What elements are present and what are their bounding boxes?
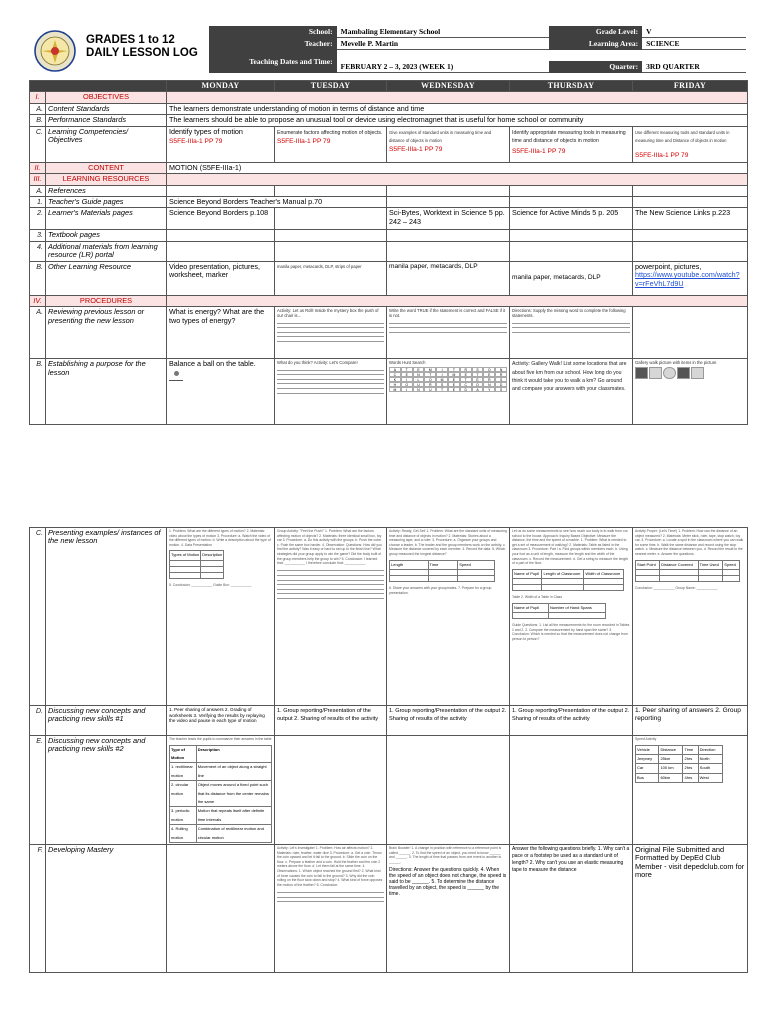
section-content: II. CONTENT MOTION (S5FE-IIIa-1): [30, 162, 748, 173]
competency-monday: Identify types of motion S5FE-IIIa-1 PP 79: [167, 126, 275, 162]
present-monday: 1. Problem: What are the different types of motion? 2. Materials: video about the types of motion 3. Procedure: a. Watch the video of the different types of motion. b. Write a description about the type of motion. 4. Data Presentation Types of Motion Description 5. Conclusion: ___________ Guide Box: ___________: [167, 528, 275, 706]
purpose-wednesday: Words Hunt Search A T E M I T R S O N C E N T I M E T E R K I L O M E T E R S H O U R S E C O N D M I N U T E D A Y S: [387, 359, 510, 425]
grade-label: Grade Level:: [549, 26, 642, 38]
header-info-table: [209, 26, 746, 73]
word-search-grid: A T E M I T R S O N C E N T I M E T E R K I L O M E T E R S H O U R S E C O N D M I N U T E D A Y S: [389, 367, 507, 392]
area-label: Learning Area:: [549, 38, 642, 50]
discuss1-monday: 1. Peer sharing of answers 2. Grading of worksheets 3. Verifying the results by replaying the video and pause in each type of motion: [167, 706, 275, 736]
discuss1-thursday: 1. Group reporting/Presentation of the output 2. Sharing of results of the activity: [510, 706, 633, 736]
row-lr-portal: 4. Additional materials from learning resource (LR) portal: [30, 241, 748, 261]
lm-monday: Science Beyond Borders p.108: [167, 208, 275, 230]
content-text: MOTION (S5FE-IIIa-1): [167, 162, 748, 173]
discuss1-wednesday: 1. Group reporting/Presentation of the output 2. Sharing of results of the activity: [387, 706, 510, 736]
day-monday: MONDAY: [167, 81, 275, 92]
review-tuesday: Activity: Let us Roll! Inside the mystery box the push of our chair is...: [275, 307, 387, 359]
day-header-row: [30, 81, 748, 92]
row-learners-materials: 2. Learner's Materials pages Science Beyond Borders p.108 Sci-Bytes, Worktext in Science 5 pp. 242 – 243 Science for Active Minds 5 p. 205 The New Science Links p.223: [30, 208, 748, 230]
competency-wednesday: Give examples of standard units in measuring time and distance of objects in motion S5FE-IIIa-1 PP 79: [387, 126, 510, 162]
school-value: Mambaling Elementary School: [337, 26, 550, 38]
deped-seal-icon: [34, 30, 76, 72]
lm-wednesday: Sci-Bytes, Worktext in Science 5 pp. 242 – 243: [387, 208, 510, 230]
competency-friday: Use different measuring tools and standard units in measuring time and Distance of objects in motion S5FE-IIIa-1 PP 79: [633, 126, 748, 162]
lesson-log-table-bottom: [29, 527, 748, 973]
discuss1-friday: 1. Peer sharing of answers 2. Group reporting: [633, 706, 748, 736]
section-objectives: I. OBJECTIVES: [30, 92, 748, 103]
dates-value: FEBRUARY 2 – 3, 2023 (WEEK 1): [337, 50, 550, 73]
mastery-friday: Original File Submitted and Formatted by DepEd Club Member - visit depedclub.com for more: [633, 845, 748, 973]
quarter-value: 3RD QUARTER: [642, 61, 746, 73]
teachers-guide-text: Science Beyond Borders Teacher's Manual p.70: [167, 197, 387, 208]
school-label: School:: [209, 26, 337, 38]
competency-thursday: Identify appropriate measuring tools in measuring time and distance of objects in motion S5FE-IIIa-1 PP 79: [510, 126, 633, 162]
row-review: A. Reviewing previous lesson or presenting the new lesson What is energy? What are the two types of energy? Activity: Let us Roll! Inside the mystery box the push of our chair is... Write the word TRUE if the statement is correct and FALSE if it is not. Directions: Supply the missing word to complete the following statements.: [30, 307, 748, 359]
section-procedures: IV. PROCEDURES: [30, 295, 748, 306]
review-thursday: Directions: Supply the missing word to complete the following statements.: [510, 307, 633, 359]
ruler-picture-icon: [649, 367, 662, 379]
row-presenting: C. Presenting examples/ instances of the new lesson 1. Problem: What are the different types of motion? 2. Materials: video about the types of motion 3. Procedure: a. Watch the video of the different types of motion. b. Write a description about the type of motion. 4. Data Presentation Types of Motion Description 5. Conclusion: ___________ Guide Box: ___________ Group Activity: "Feel the Push!" 1. Problem: What are the factors affecting motion of objects? 2. Materials: three identical small box, toy car 3. Procedure: a. Do this activity with the groups. b. Push the cube. c. Push the same box harder. 4. Observation: Questions: How did you find the activity? Was it easy or hard to set up to the finish line? What strategies did your group apply to win the game? Did the body built of the group members help the group to win? 5. Conclusion: I learned that: ___________ I therefore conclude that: ___________ Activity: Ready, Get Set! 1. Problem: What are the standard units of measuring time and distance of objects in motion? 2. Materials: Stories about a measuring tape, and a ruler. 3. Procedure: a. Organize your groups and choose a leader. b. The leader and the group members work on the activity. c. Measure the distance covered by each member. 4. Record the data. 5. Which group measured the longest distance? Length Time Speed 6. Share your answers with your groupmates. 7. Prepare for a group presentation. Let us do some measurements to see how much our body is to walk from our school to the house. Approach: Inquiry Based Objective: Measure the distance, the time and the speed of a marble. 1. Problem: What is needed to get a set of measurement of walking? 2. Materials: Table as listed in the classroom 3. Procedure: Part I a. Find groups within members each. b. Using your foot as a unit of length, measure the length and the width of the classroom. c. Record the measurement. d. Get a string to measure the length of a part of the floor. Name of Pupil Length of Classroom Width of Classroom Table 2. Width of a Table in Class Name of Pupil Number of Hand Spans Guide Questions: 1. List all the measurements for the room recorded in Tables 1 and 2. 2. Compare the measurement by hand span the same? 3. Conclusion: Which is needed so that the measurement does not change from person to person? Activity Proper: (Let's Time!) 1. Problem: How can the distance of an object measured? 2. Materials: Meter stick, ruler, tape, stop watch, toy car, 3. Procedure: a. Locate a spot in the classroom where you can walk for some time. b. Walk the same distance and record using the stop watch. c. Measure the distance between you. d. Record the result to the nearest meter. e. Answer the questions. Start Point Distance Covered Time Used Speed Conclusion: ___________ Group Name: ___________: [30, 528, 748, 706]
tape-picture-icon: [677, 367, 690, 379]
purpose-tuesday: What do you think? Activity: Let's Compare!: [275, 359, 387, 425]
day-thursday: THURSDAY: [510, 81, 633, 92]
lesson-log-table-top: [29, 80, 748, 425]
present-tuesday: Group Activity: "Feel the Push!" 1. Problem: What are the factors affecting motion of objects? 2. Materials: three identical small box, toy car 3. Procedure: a. Do this activity with the groups. b. Push the cube. c. Push the same box harder. 4. Observation: Questions: How did you find the activity? Was it easy or hard to set up to the finish line? What strategies did your group apply to win the game? Did the body built of the group members help the group to win? 5. Conclusion: I learned that: ___________ I therefore conclude that: ___________: [275, 528, 387, 706]
teacher-label: Teacher:: [209, 38, 337, 50]
ball-on-table-icon: [169, 375, 183, 381]
performance-standards-text: The learners should be able to propose an unusual tool or device using electromagnet that is useful for home school or community: [167, 115, 748, 126]
present-thursday: Let us do some measurements to see how much our body is to walk from our school to the house. Approach: Inquiry Based Objective: Measure the distance, the time and the speed of a marble. 1. Problem: What is needed to get a set of measurement of walking? 2. Materials: Table as listed in the classroom 3. Procedure: Part I a. Find groups within members each. b. Using your foot as a unit of length, measure the length and the width of the classroom. c. Record the measurement. d. Get a string to measure the length of a part of the floor. Name of Pupil Length of Classroom Width of Classroom Table 2. Width of a Table in Class Name of Pupil Number of Hand Spans Guide Questions: 1. List all the measurements for the room recorded in Tables 1 and 2. 2. Compare the measurement by hand span the same? 3. Conclusion: Which is needed so that the measurement does not change from person to person?: [510, 528, 633, 706]
other-tuesday: manila paper, metacards, DLP, strips of paper: [275, 261, 387, 295]
watch-picture-icon: [691, 367, 704, 379]
lm-thursday: Science for Active Minds 5 p. 205: [510, 208, 633, 230]
grade-value: V: [642, 26, 746, 38]
row-mastery: F. Developing Mastery Activity: Let's Investigate! 1. Problem: How air affects motion? 2. Materials: ruler, feather, water dice 3. Procedure: a. Get a coin. Throw the coin upward and let it fall to the ground. b. Slide the coin on the floor. c. Prepare a feather and a coin. Hold the feather and the coin 2 meters above the floor. d. Let them fall at the same time. 4. Observations: 1. Which object reached the ground first? 2. What kind of force causes the coin to fall to the ground? 3. Why did the coin rolling on the floor slow down and stop? 4. What kind of force opposes the motion of the feather? 5. Conclusion: Brain Booster! 1. A change in position with reference to a reference point is called ______. 2. To find the speed of an object, you need to know ______ and ______. 3. The length of time that passes from one event to another is ______. Directions: Answer the questions quickly. 4. When the speed of an object does not change, the speed is said to be ______. 5. To determine the distance travelled by an object, the speed is ______ by the time. Answer the following questions briefly. 1. Why can't a pace or a footstep be used as a standard unit of length? 2. Why can't you use an elastic measuring tape to measure the distance Original File Submitted and Formatted by DepEd Club Member - visit depedclub.com for more: [30, 845, 748, 973]
teacher-value: Mevelle P. Martin: [337, 38, 550, 50]
purpose-thursday: Activity: Gallery Walk! List some locations that are about five km from our school. How long do you think it would take you to walk a km? Go around and compare your answers with your classmates.: [510, 359, 633, 425]
row-performance-standards: B. Performance Standards The learners should be able to propose an unusual tool or device using electromagnet that is useful for home school or community: [30, 115, 748, 126]
area-value: SCIENCE: [642, 38, 746, 50]
present-wednesday: Activity: Ready, Get Set! 1. Problem: What are the standard units of measuring time and distance of objects in motion? 2. Materials: Stories about a measuring tape, and a ruler. 3. Procedure: a. Organize your groups and choose a leader. b. The leader and the group members work on the activity. c. Measure the distance covered by each member. 4. Record the data. 5. Which group measured the longest distance? Length Time Speed 6. Share your answers with your groupmates. 7. Prepare for a group presentation.: [387, 528, 510, 706]
discuss1-tuesday: 1. Group reporting/Presentation of the output 2. Sharing of results of the activity: [275, 706, 387, 736]
stopwatch-picture-icon: [663, 367, 676, 379]
row-content-standards: A. Content Standards The learners demonstrate understanding of motion in terms of distance and time: [30, 103, 748, 114]
row-discussing-2: E. Discussing new concepts and practicing new skills #2 The teacher leads the pupils to summarize their answers in the table Type of Motion Description 1. rectilinear motion Movement of an object along a straight line 2. circular motion Object moves around a fixed point such that its distance from the center remains the same 3. periodic motion Motion that repeats itself after definite time intervals 4. Rolling motion Combination of rectilinear motion and circular motion Speed Activity Vehicle Distance Time Direction Jeepney 25km 2hrs North Car 100 km 2hrs South Bus 60km 4hrs West: [30, 736, 748, 845]
row-teachers-guide: 1. Teacher's Guide pages Science Beyond Borders Teacher's Manual p.70: [30, 197, 748, 208]
motion-types-table: Type of Motion Description 1. rectilinear motion Movement of an object along a straight line 2. circular motion Object moves around a fixed point such that its distance from the center remains the same 3. periodic motion Motion that repeats itself after definite time intervals 4. Rolling motion Combination of rectilinear motion and circular motion: [169, 745, 272, 843]
row-references: A. References: [30, 185, 748, 196]
day-wednesday: WEDNESDAY: [387, 81, 510, 92]
other-friday: powerpoint, pictures, https://www.youtube.com/watch?v=rFeVhL7d9U: [633, 261, 748, 295]
purpose-monday: Balance a ball on the table.: [167, 359, 275, 425]
purpose-friday: Gallery walk picture with items in the picture: [633, 359, 748, 425]
section-resources: III. LEARNING RESOURCES: [30, 174, 748, 185]
clock-picture-icon: [635, 367, 648, 379]
review-monday: What is energy? What are the two types of energy?: [167, 307, 275, 359]
other-wednesday: manila paper, metacards, DLP: [387, 261, 510, 295]
mastery-thursday: Answer the following questions briefly. 1. Why can't a pace or a footstep be used as a standard unit of length? 2. Why can't you use an elastic measuring tape to measure the distance: [510, 845, 633, 973]
form-title-line2: DAILY LESSON LOG: [86, 47, 198, 59]
lm-friday: The New Science Links p.223: [633, 208, 748, 230]
row-other-resources: B. Other Learning Resource Video presentation, pictures, worksheet, marker manila paper, metacards, DLP, strips of paper manila paper, metacards, DLP manila paper, metacards, DLP powerpoint, pictures, https://www.youtube.com/watch?v=rFeVhL7d9U: [30, 261, 748, 295]
youtube-link[interactable]: https://www.youtube.com/watch?v=rFeVhL7d9U: [635, 270, 740, 288]
other-monday: Video presentation, pictures, worksheet, marker: [167, 261, 275, 295]
review-friday: [633, 307, 748, 359]
row-discussing-1: D. Discussing new concepts and practicing new skills #1 1. Peer sharing of answers 2. Grading of worksheets 3. Verifying the results by replaying the video and pause in each type of motion 1. Group reporting/Presentation of the output 2. Sharing of results of the activity 1. Group reporting/Presentation of the output 2. Sharing of results of the activity 1. Group reporting/Presentation of the output 2. Sharing of results of the activity 1. Peer sharing of answers 2. Group reporting: [30, 706, 748, 736]
quarter-label: Quarter:: [549, 61, 642, 73]
discuss2-monday: The teacher leads the pupils to summarize their answers in the table Type of Motion Description 1. rectilinear motion Movement of an object along a straight line 2. circular motion Object moves around a fixed point such that its distance from the center remains the same 3. periodic motion Motion that repeats itself after definite time intervals 4. Rolling motion Combination of rectilinear motion and circular motion: [167, 736, 275, 845]
competency-tuesday: Enumerate factors affecting motion of objects. S5FE-IIIa-1 PP 79: [275, 126, 387, 162]
content-standards-text: The learners demonstrate understanding of motion in terms of distance and time: [167, 103, 748, 114]
form-title-line1: GRADES 1 to 12: [86, 34, 175, 46]
row-purpose: B. Establishing a purpose for the lesson Balance a ball on the table. What do you think? Activity: Let's Compare! Words Hunt Search A T E M I T R S O N C E N T I M E T E R K I L O M E T E R S H O U R S E C O N D M I N U T E D A Y S Activity: Gallery Walk! List some locations that are about five km from our school. How long do you think it would take you to walk a km? Go around and compare your answers with your classmates. Gallery walk picture with items in the picture: [30, 359, 748, 425]
mastery-tuesday: Activity: Let's Investigate! 1. Problem: How air affects motion? 2. Materials: ruler, feather, water dice 3. Procedure: a. Get a coin. Throw the coin upward and let it fall to the ground. b. Slide the coin on the floor. c. Prepare a feather and a coin. Hold the feather and the coin 2 meters above the floor. d. Let them fall at the same time. 4. Observations: 1. Which object reached the ground first? 2. What kind of force causes the coin to fall to the ground? 3. Why did the coin rolling on the floor slow down and stop? 4. What kind of force opposes the motion of the feather? 5. Conclusion:: [275, 845, 387, 973]
present-friday: Activity Proper: (Let's Time!) 1. Problem: How can the distance of an object measured? 2. Materials: Meter stick, ruler, tape, stop watch, toy car, 3. Procedure: a. Locate a spot in the classroom where you can walk for some time. b. Walk the same distance and record using the stop watch. c. Measure the distance between you. d. Record the result to the nearest meter. e. Answer the questions. Start Point Distance Covered Time Used Speed Conclusion: ___________ Group Name: ___________: [633, 528, 748, 706]
other-thursday: manila paper, metacards, DLP: [510, 261, 633, 295]
form-title: [86, 34, 198, 60]
day-friday: FRIDAY: [633, 81, 748, 92]
row-textbook: 3. Textbook pages: [30, 230, 748, 241]
header: [28, 26, 746, 74]
dates-label: Teaching Dates and Time:: [209, 50, 337, 73]
discuss2-friday: Speed Activity Vehicle Distance Time Direction Jeepney 25km 2hrs North Car 100 km 2hrs South Bus 60km 4hrs West: [633, 736, 748, 845]
mastery-wednesday: Brain Booster! 1. A change in position with reference to a reference point is called ______. 2. To find the speed of an object, you need to know ______ and ______. 3. The length of time that passes from one event to another is ______. Directions: Answer the questions quickly. 4. When the speed of an object does not change, the speed is said to be ______. 5. To determine the distance travelled by an object, the speed is ______ by the time.: [387, 845, 510, 973]
day-tuesday: TUESDAY: [275, 81, 387, 92]
row-competencies: C. Learning Competencies/ Objectives Identify types of motion S5FE-IIIa-1 PP 79 Enumerate factors affecting motion of objects. S5FE-IIIa-1 PP 79 Give examples of standard units in measuring time and distance of objects in motion S5FE-IIIa-1 PP 79 Identify appropriate measuring tools in measuring time and distance of objects in motion S5FE-IIIa-1 PP 79 Use different measuring tools and standard units in measuring time and Distance of objects in motion S5FE-IIIa-1 PP 79: [30, 126, 748, 162]
review-wednesday: Write the word TRUE if the statement is correct and FALSE if it is not.: [387, 307, 510, 359]
